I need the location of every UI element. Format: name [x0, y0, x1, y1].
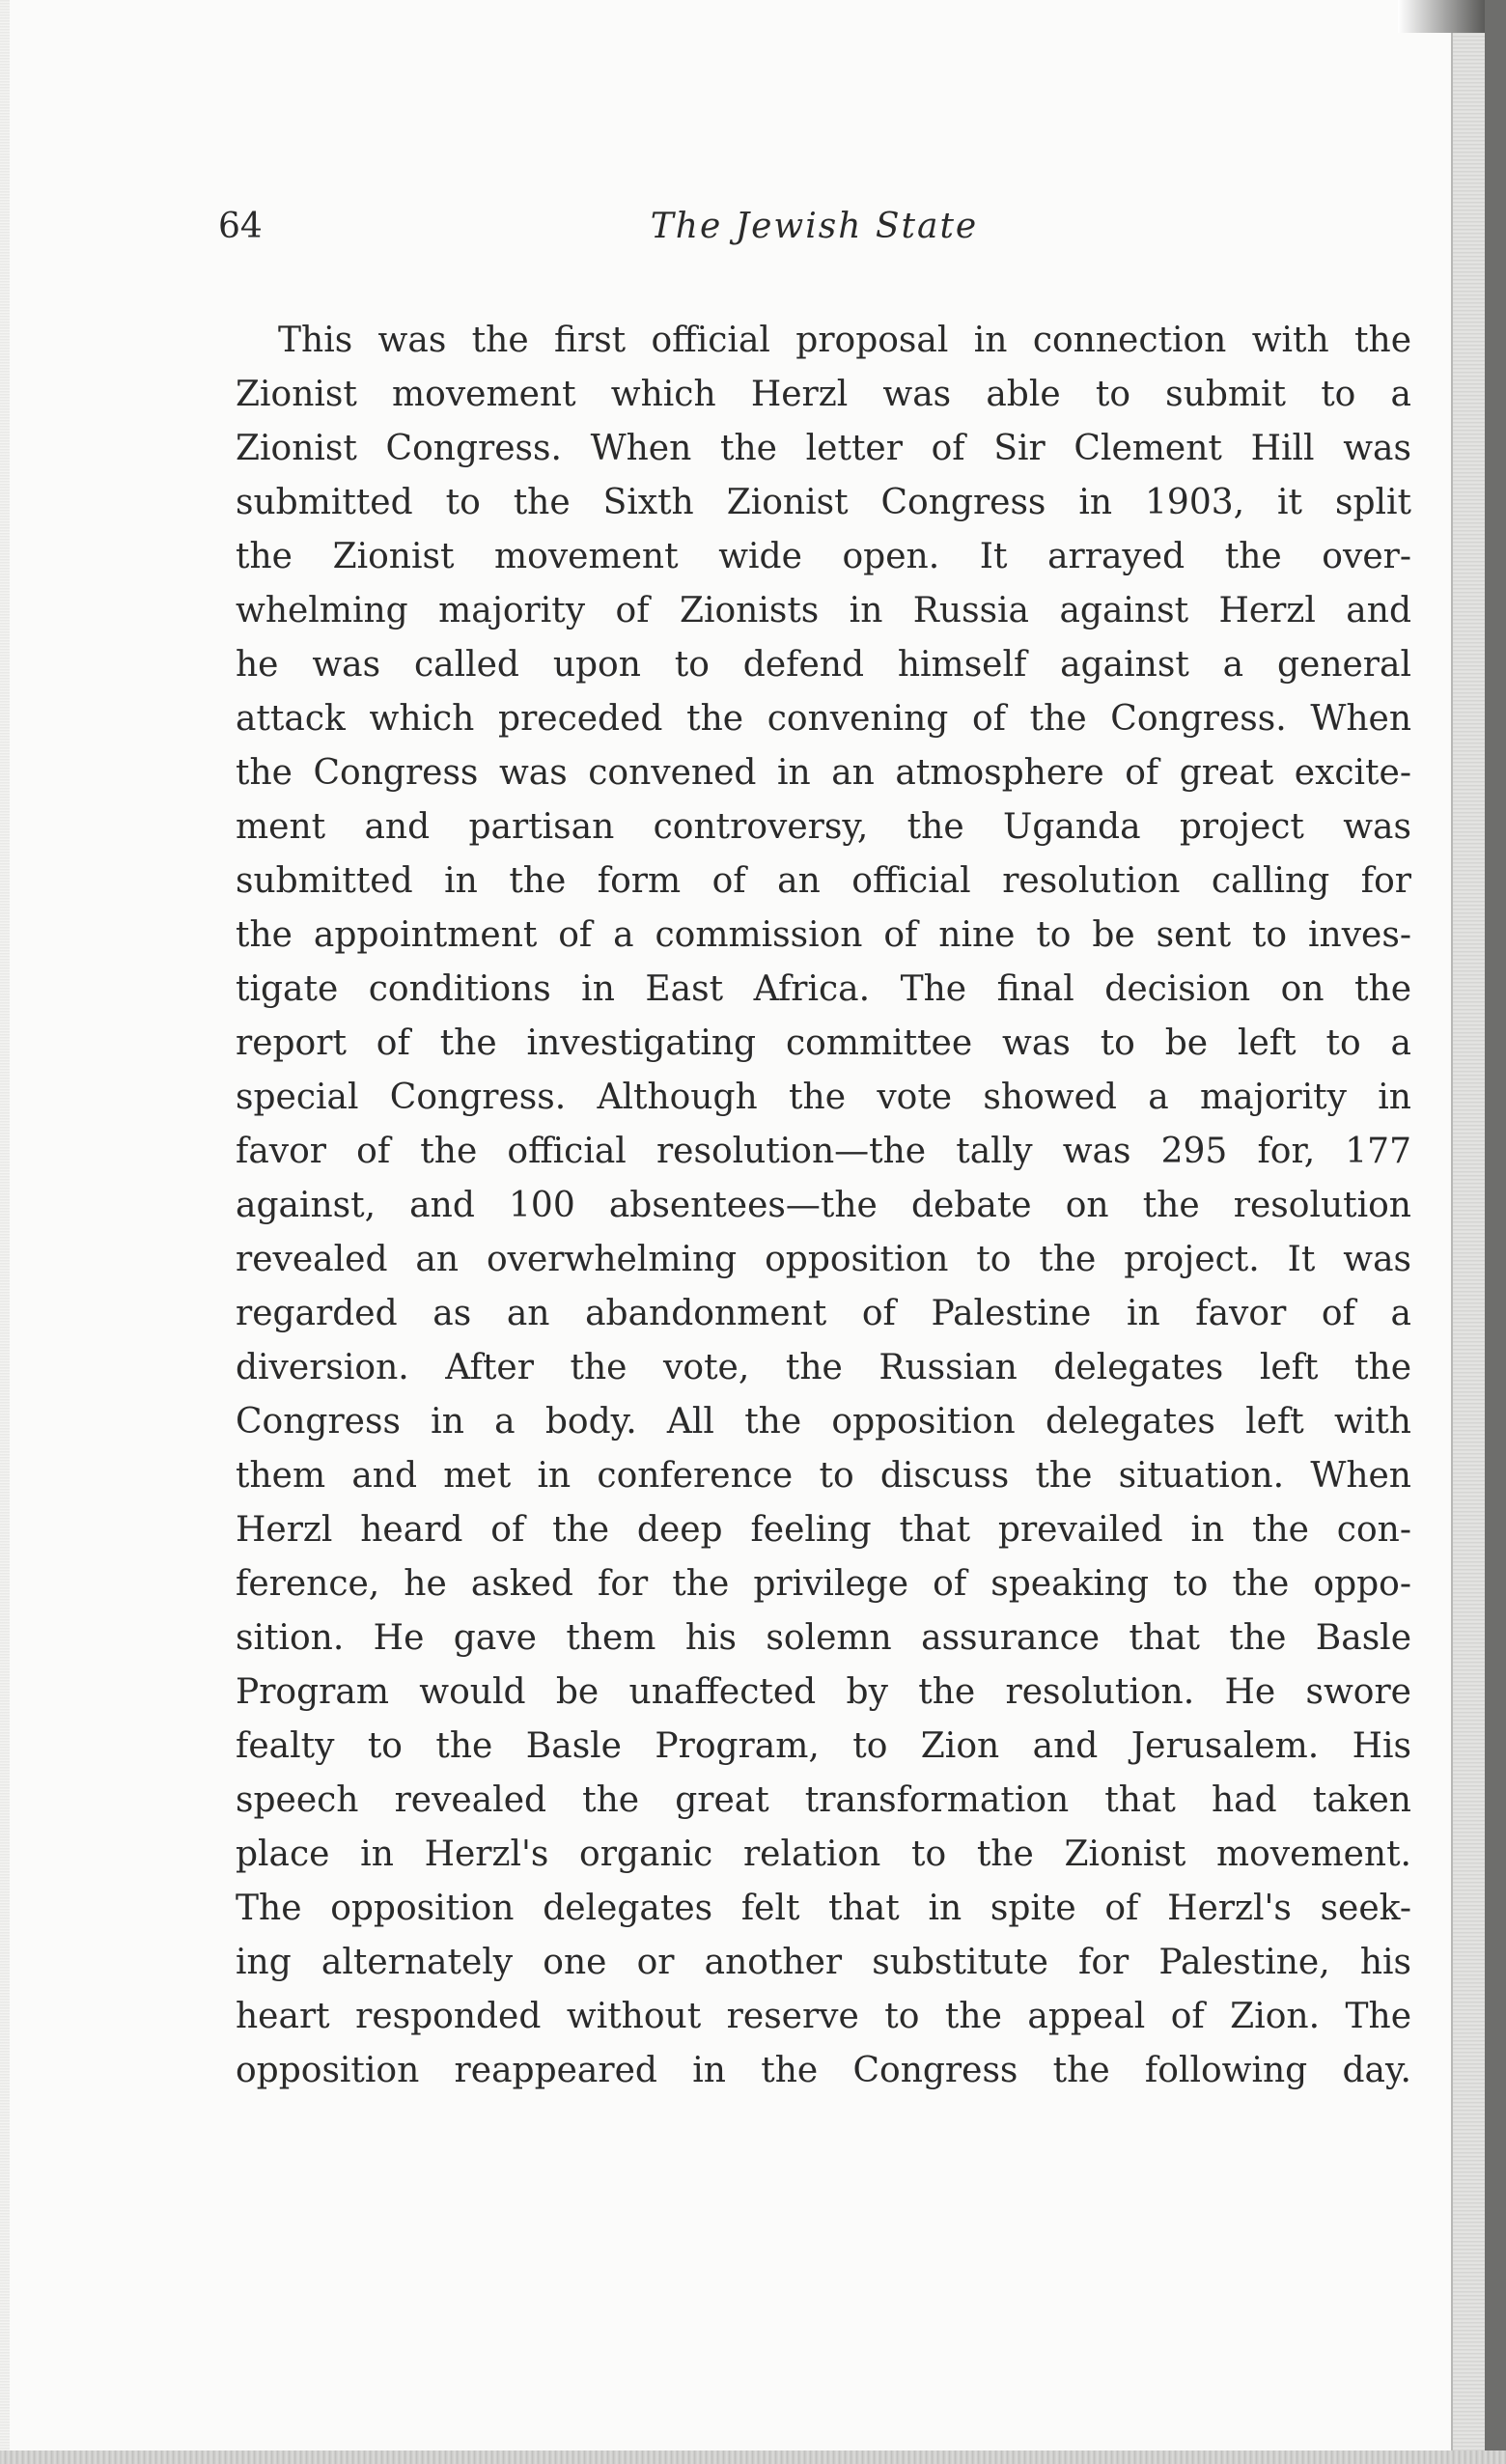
scan-corner-top-right — [1398, 0, 1485, 33]
text-line: Zionist movement which Herzl was able to submit to a — [236, 375, 1411, 414]
text-line: attack which preceded the convening of the Congress. When — [236, 699, 1411, 739]
text-line: The opposition delegates felt that in spite of Herzl's seek- — [236, 1889, 1411, 1928]
page-number: 64 — [218, 207, 263, 246]
text-line: This was the first official proposal in connection with the — [278, 321, 1411, 360]
text-line: heart responded without reserve to the appeal of Zion. The — [236, 1997, 1411, 2036]
text-line: against, and 100 absentees—the debate on the resolution — [236, 1186, 1411, 1225]
text-line: sition. He gave them his solemn assurance that the Basle — [236, 1618, 1411, 1658]
text-line: special Congress. Although the vote showed a majority in — [236, 1078, 1411, 1117]
text-line: Zionist Congress. When the letter of Sir Clement Hill was — [236, 429, 1411, 468]
running-head — [218, 207, 1410, 265]
text-line: place in Herzl's organic relation to the Zionist movement. — [236, 1834, 1411, 1874]
text-line: fealty to the Basle Program, to Zion and Jerusalem. His — [236, 1726, 1411, 1766]
text-line: the Zionist movement wide open. It arrayed the over- — [236, 537, 1411, 576]
text-line: diversion. After the vote, the Russian delegates left the — [236, 1348, 1411, 1387]
text-line: report of the investigating committee was to be left to a — [236, 1023, 1411, 1063]
text-line: submitted to the Sixth Zionist Congress in 1903, it split — [236, 483, 1411, 522]
text-line: ing alternately one or another substitute for Palestine, his — [236, 1943, 1411, 1982]
text-line: the appointment of a commission of nine to be sent to inves- — [236, 915, 1411, 955]
text-line: ference, he asked for the privilege of speaking to the oppo- — [236, 1564, 1411, 1604]
text-line: whelming majority of Zionists in Russia against Herzl and — [236, 591, 1411, 630]
text-line: ment and partisan controversy, the Uganda project was — [236, 807, 1411, 847]
text-line: opposition reappeared in the Congress the following day. — [236, 2051, 1411, 2090]
text-line: favor of the official resolution—the tally was 295 for, 177 — [236, 1132, 1411, 1171]
scan-edge-right-shadow — [1485, 0, 1506, 2464]
body-paragraph — [236, 314, 1411, 2098]
text-line: speech revealed the great transformation that had taken — [236, 1780, 1411, 1820]
text-line: them and met in conference to discuss the situation. When — [236, 1456, 1411, 1496]
text-line: revealed an overwhelming opposition to the project. It was — [236, 1240, 1411, 1279]
running-title: The Jewish State — [650, 207, 979, 246]
text-line: he was called upon to defend himself against a general — [236, 645, 1411, 685]
text-line: Congress in a body. All the opposition delegates left with — [236, 1402, 1411, 1442]
scan-edge-bottom — [0, 2450, 1506, 2464]
scan-edge-left — [0, 0, 10, 2464]
text-line: submitted in the form of an official resolution calling for — [236, 861, 1411, 901]
text-line: the Congress was convened in an atmosphere of great excite- — [236, 753, 1411, 793]
text-line: regarded as an abandonment of Palestine in favor of a — [236, 1294, 1411, 1333]
text-line: Program would be unaffected by the resolution. He swore — [236, 1672, 1411, 1712]
text-line: tigate conditions in East Africa. The final decision on the — [236, 969, 1411, 1009]
text-line: Herzl heard of the deep feeling that prevailed in the con- — [236, 1510, 1411, 1550]
